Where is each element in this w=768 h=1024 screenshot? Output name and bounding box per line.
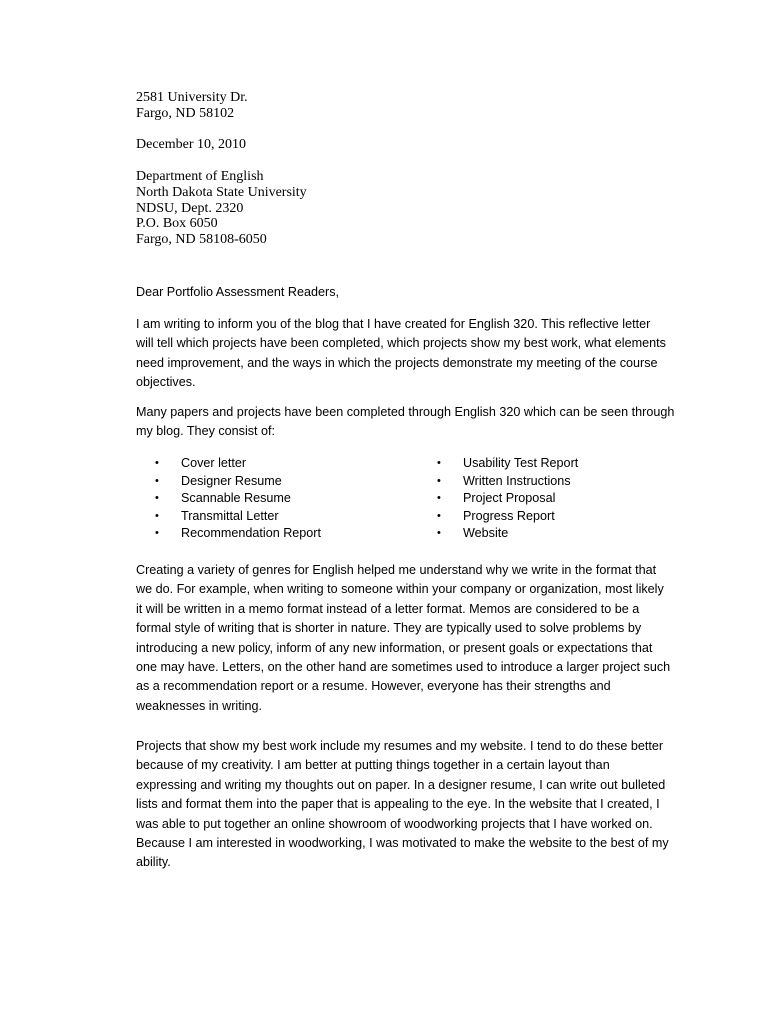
list-item-label: Designer Resume xyxy=(181,473,282,488)
list-item xyxy=(437,508,677,526)
project-list-left xyxy=(155,455,395,543)
paragraph-line: one may have. Letters, on the other hand are sometimes used to introduce a larger project such xyxy=(136,660,671,675)
paragraph-line: we do. For example, when writing to someone within your company or organization, most likely xyxy=(136,582,664,597)
paragraph-line: Because I am interested in woodworking, I was motivated to make the website to the best of my xyxy=(136,836,669,851)
list-item-label: Scannable Resume xyxy=(181,491,291,506)
bullet-icon: • xyxy=(437,492,441,505)
genres-paragraph xyxy=(136,561,684,716)
list-item-label: Website xyxy=(463,526,509,541)
sender-street: 2581 University Dr. xyxy=(136,90,248,105)
salutation-text: Dear Portfolio Assessment Readers, xyxy=(136,285,339,299)
paragraph-line: objectives. xyxy=(136,375,196,390)
bullet-icon: • xyxy=(437,527,441,540)
date-text: December 10, 2010 xyxy=(136,137,247,152)
bullet-icon: • xyxy=(155,492,159,505)
paragraph-line: because of my creativity. I am better at putting things together in a certain layout than xyxy=(136,758,610,773)
letter-date xyxy=(136,137,684,153)
list-item xyxy=(155,473,395,491)
list-item xyxy=(155,508,395,526)
list-item xyxy=(155,490,395,508)
paragraph-line: Projects that show my best work include my resumes and my website. I tend to do these better xyxy=(136,739,664,753)
bullet-icon: • xyxy=(155,527,159,540)
list-item xyxy=(437,525,677,543)
list-item-label: Progress Report xyxy=(463,508,555,523)
list-item xyxy=(155,455,395,473)
paragraph-line: need improvement, and the ways in which the projects demonstrate my meeting of the course xyxy=(136,355,658,370)
recipient-line: Department of English xyxy=(136,169,264,184)
intro-paragraph xyxy=(136,315,684,393)
paragraph-line: introducing a new policy, inform of any new information, or present goals or expectations that xyxy=(136,640,653,655)
list-item-label: Transmittal Letter xyxy=(181,508,279,523)
bullet-icon: • xyxy=(437,509,441,522)
paragraph-line: ability. xyxy=(136,855,171,870)
paragraph-line: I am writing to inform you of the blog that I have created for English 320. This reflective letter xyxy=(136,317,651,331)
list-item-label: Cover letter xyxy=(181,456,247,470)
sender-address xyxy=(136,90,684,122)
salutation xyxy=(136,283,684,302)
sender-city-state: Fargo, ND 58102 xyxy=(136,105,235,121)
list-item xyxy=(437,455,677,473)
paragraph-line: as a recommendation report or a resume. However, everyone has their strengths and xyxy=(136,679,611,694)
best-work-paragraph xyxy=(136,737,684,873)
paragraph-line: my blog. They consist of: xyxy=(136,424,276,439)
paragraph-line: weaknesses in writing. xyxy=(136,698,262,713)
list-item xyxy=(155,525,395,543)
list-item-label: Recommendation Report xyxy=(181,526,322,541)
bullet-icon: • xyxy=(155,474,159,487)
paragraph-line: Creating a variety of genres for English helped me understand why we write in the format that xyxy=(136,563,657,577)
list-item-label: Project Proposal xyxy=(463,491,556,506)
projects-intro-paragraph xyxy=(136,403,684,442)
paragraph-line: will tell which projects have been completed, which projects show my best work, what elements xyxy=(136,336,666,351)
bullet-icon: • xyxy=(155,509,159,522)
paragraph-line: expressing and writing my thoughts out on paper. In a designer resume, I can write out bulleted xyxy=(136,777,666,792)
paragraph-line: Many papers and projects have been completed through English 320 which can be seen through xyxy=(136,405,675,419)
list-item-label: Written Instructions xyxy=(463,473,571,488)
list-item xyxy=(437,473,677,491)
paragraph-line: lists and format them into the paper that is appealing to the eye. In the website that I created, I xyxy=(136,797,660,812)
recipient-address xyxy=(136,169,684,248)
recipient-line: NDSU, Dept. 2320 xyxy=(136,200,244,216)
recipient-line: North Dakota State University xyxy=(136,184,307,200)
bullet-icon: • xyxy=(437,457,441,469)
paragraph-line: it will be written in a memo format instead of a letter format. Memos are considered to be a xyxy=(136,601,640,616)
list-item xyxy=(437,490,677,508)
paragraph-line: formal style of writing that is shorter in nature. They are typically used to solve problems by xyxy=(136,621,642,636)
list-item-label: Usability Test Report xyxy=(463,456,579,470)
bullet-icon: • xyxy=(437,474,441,487)
recipient-line: Fargo, ND 58108-6050 xyxy=(136,232,267,248)
bullet-icon: • xyxy=(155,457,159,469)
paragraph-line: was able to put together an online showroom of woodworking projects that I have worked on. xyxy=(136,816,653,831)
project-list-right xyxy=(437,455,677,543)
recipient-line: P.O. Box 6050 xyxy=(136,216,218,232)
